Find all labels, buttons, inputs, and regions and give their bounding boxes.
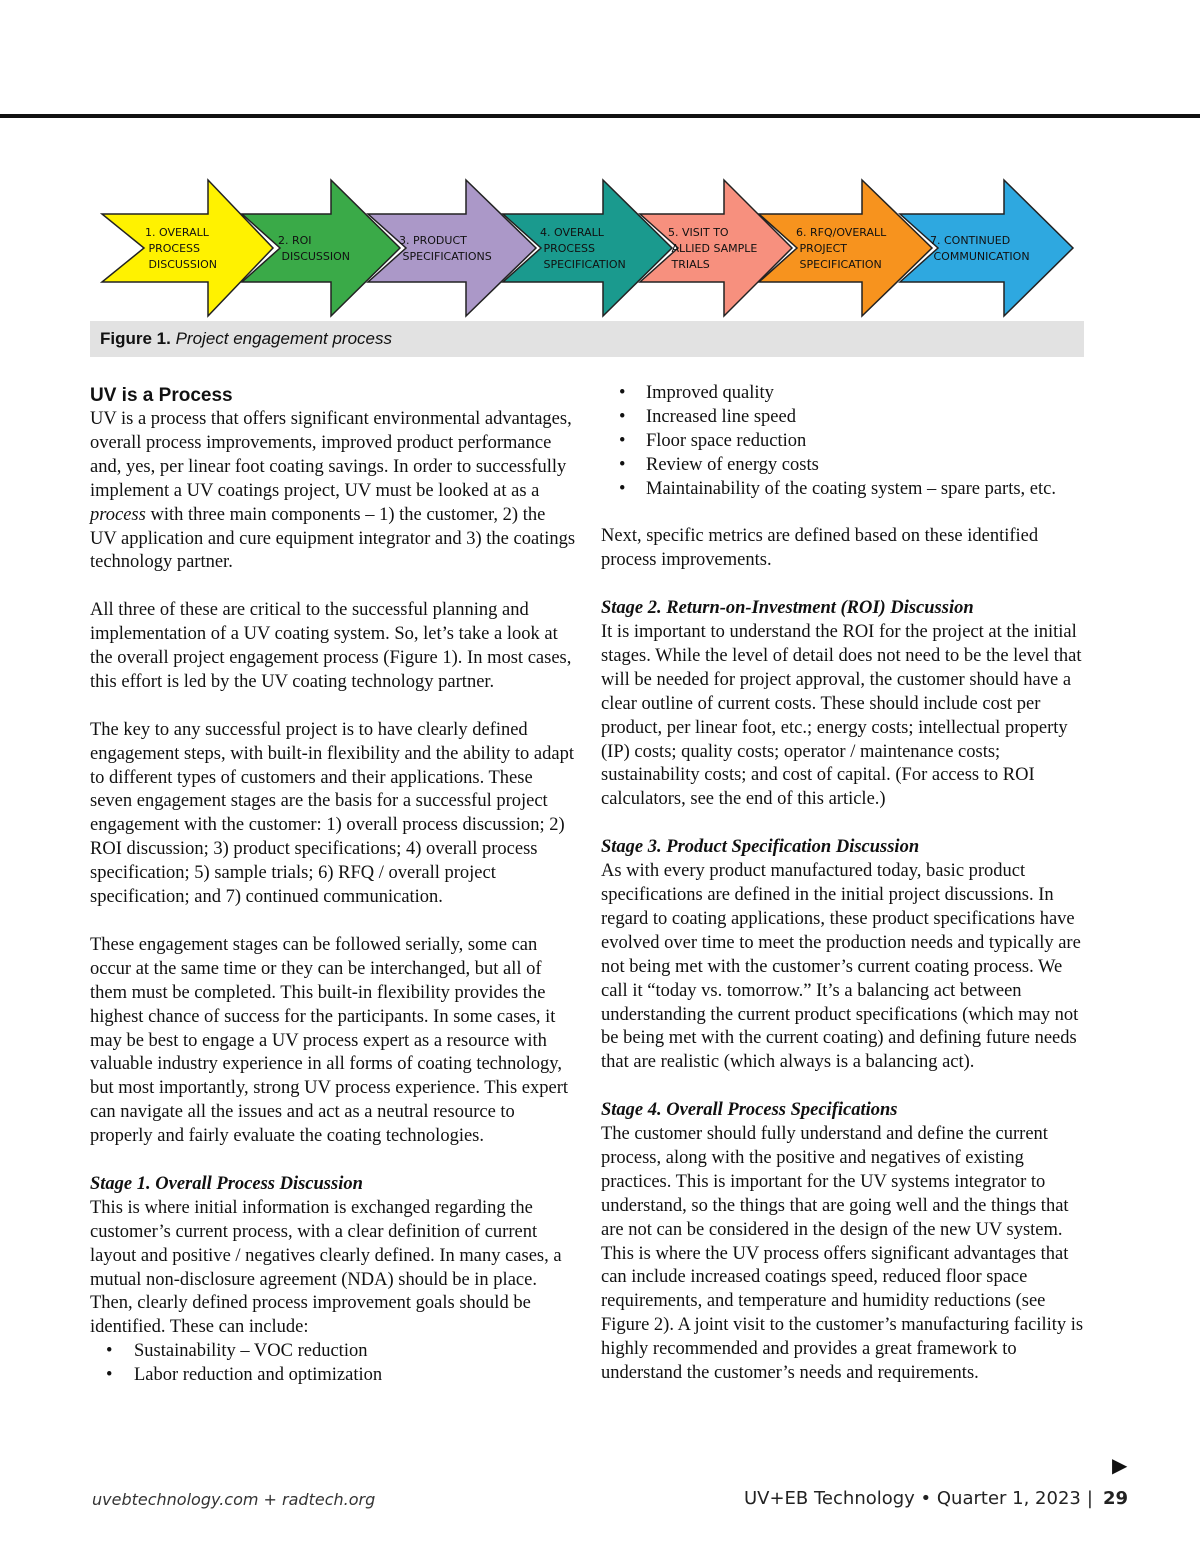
list-item: • Improved quality — [601, 382, 1091, 406]
publication-title: UV+EB Technology • Quarter 1, 2023 — [743, 1488, 1081, 1509]
stage-label-line: 7. CONTINUED — [930, 234, 1011, 247]
stage1-heading: Stage 1. Overall Process Discussion — [90, 1173, 363, 1194]
stage-label-line: 4. OVERALL — [540, 226, 604, 239]
right-column — [601, 382, 1091, 1386]
bullet-glyph: • — [106, 1341, 113, 1362]
figure-number: Figure 1. — [100, 329, 171, 348]
goals-list-left — [90, 1340, 576, 1388]
stage4-body: The customer should fully understand and define the current process, along with the positive and negatives of existing practices. This is important for the UV systems integrator to understand, so the things that are going well and the things that are not can be considered in the design of the new UV system. This is where the UV process offers significant advantages that can include increased coatings speed, reduced floor space requirements, and temperature and humidity reductions (see Figure 2). A joint visit to the customer’s manufacturing facility is highly recommended and provides a great framework to understand the customer’s needs and requirements. — [601, 1124, 1084, 1384]
stage4-heading: Stage 4. Overall Process Specifications — [601, 1100, 898, 1121]
stage-label-line: PROCESS — [540, 242, 596, 255]
intro-text-end: with three main components – 1) the customer, 2) the UV application and cure equipment integrator and 3) the coatings technology partner. — [90, 504, 576, 573]
stage-label-line: SPECIFICATIONS — [399, 250, 492, 263]
bullet-glyph: • — [619, 406, 626, 427]
list-item: • Maintainability of the coating system – spare parts, etc. — [601, 478, 1091, 502]
next-page-arrow-icon: ▶ — [1112, 1453, 1128, 1477]
stage-label-line: COMMUNICATION — [930, 250, 1030, 263]
stage-label-line: SPECIFICATION — [796, 258, 882, 271]
stage-label-line: 2. ROI — [278, 234, 312, 247]
page-number: 29 — [1102, 1488, 1128, 1509]
process-engagement-diagram — [0, 0, 1200, 320]
goals-list-right — [601, 382, 1091, 502]
bullet-glyph: • — [106, 1365, 113, 1386]
paragraph-next: Next, specific metrics are defined based on these identified process improvements. — [601, 526, 1039, 571]
stage3-body: As with every product manufactured today, basic product specifications are defined in the initial project discussions. In regard to coating applications, these product specifications have evolved over time to meet the production needs and typically are not being met with the customer’s current coating process. We call it “today vs. tomorrow.” It’s a balancing act between understanding the current product specifications (which may not be being met with the current coating) and defining future needs that are realistic (which always is a balancing act). — [601, 861, 1081, 1073]
footer-websites: uvebtechnology.com + radtech.org — [92, 1490, 376, 1509]
stage-label-line: ALLIED SAMPLE — [668, 242, 758, 255]
paragraph-critical: All three of these are critical to the successful planning and implementation of a UV coating system. So, let’s take a look at the overall project engagement process (Figure 1). In most cases, this effort is led by the UV coating technology partner. — [90, 600, 572, 692]
paragraph-key: The key to any successful project is to have clearly defined engagement steps, with built-in flexibility and the ability to adapt to different types of customers and their applications. These seven engagement stages are the basis for a successful project engagement with the customer: 1) overall process discussion; 2) ROI discussion; 3) product specifications; 4) overall process specification; 5) sample trials; 6) RFQ / overall project specification; and 7) continued communication. — [90, 719, 574, 908]
list-item: • Labor reduction and optimization — [90, 1364, 576, 1388]
list-item: • Floor space reduction — [601, 430, 1091, 454]
stage-label-line: 6. RFQ/OVERALL — [796, 226, 887, 239]
stage2-heading: Stage 2. Return-on-Investment (ROI) Discussion — [601, 598, 974, 619]
process-emphasis: process — [90, 504, 146, 525]
stage-label-line: DISCUSSION — [278, 250, 351, 263]
list-item: • Sustainability – VOC reduction — [90, 1340, 576, 1364]
footer-publication — [744, 1488, 1128, 1509]
bullet-glyph: • — [619, 383, 626, 403]
stage-label-line: PROCESS — [145, 242, 201, 255]
left-column — [90, 382, 576, 1388]
paragraph-stages: These engagement stages can be followed serially, some can occur at the same time or they can be interchanged, but all of them must be completed. This built-in flexibility provides the highest chance of success for the participants. In some cases, it may be best to engage a UV process expert as a resource with valuable industry experience in all forms of coating technology, but most importantly, strong UV process experience. This expert can navigate all the issues and act as a neutral resource to properly and fairly evaluate the coating technologies. — [90, 934, 568, 1147]
stage-label-line: 1. OVERALL — [145, 226, 209, 239]
stage3-heading: Stage 3. Product Specification Discussion — [601, 837, 920, 858]
stage-label-line: 3. PRODUCT — [399, 234, 467, 247]
stage-label-line: DISCUSSION — [145, 258, 218, 271]
stage1-body: This is where initial information is exchanged regarding the customer’s current process, with a clear definition of current layout and positive / negatives clearly defined. In many cases, a mutual non-disclosure agreement (NDA) should be in place. Then, clearly defined process improvement goals should be identified. These can include: — [90, 1197, 562, 1338]
bullet-glyph: • — [619, 430, 626, 451]
section-heading: UV is a Process — [90, 385, 233, 406]
intro-paragraph — [90, 408, 576, 575]
intro-text-start: UV is a process that offers significant environmental advantages, overall process improvements, improved product performance and, yes, per linear foot coating savings. In order to successfully implement a UV coatings project, UV must be looked at as a — [90, 409, 572, 501]
list-item: • Increased line speed — [601, 406, 1091, 430]
stage-label-line: 5. VISIT TO — [668, 226, 729, 239]
stage-label-line: SPECIFICATION — [540, 258, 626, 271]
bullet-glyph: • — [619, 454, 626, 475]
stage-label-line: PROJECT — [796, 242, 848, 255]
figure-caption — [90, 321, 1084, 357]
figure-title: Project engagement process — [175, 329, 392, 348]
stage2-body: It is important to understand the ROI for the project at the initial stages. While the level of detail does not need to be the level that will be needed for project approval, the customer should have a clear outline of current costs. These should include cost per product, per linear foot, etc.; energy costs; intellectual property (IP) costs; quality costs; operator / maintenance costs; sustainability costs; and cost of capital. (For access to ROI calculators, see the end of this article.) — [601, 622, 1082, 810]
list-item: • Review of energy costs — [601, 454, 1091, 478]
footer-separator: | — [1086, 1488, 1093, 1509]
stage-label-line: TRIALS — [668, 258, 710, 271]
bullet-glyph: • — [619, 478, 626, 499]
